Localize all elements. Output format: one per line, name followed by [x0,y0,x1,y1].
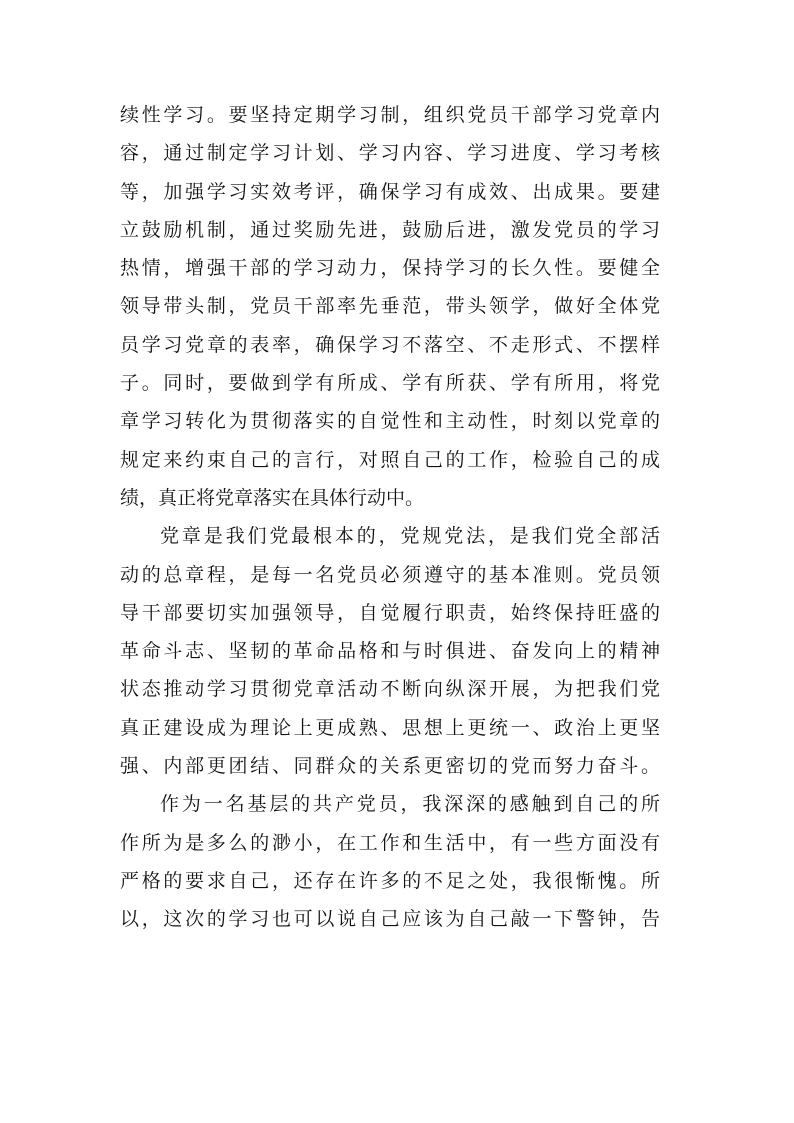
text-line: 领导带头制，党员干部率先垂范，带头领学，做好全体党 [120,295,660,318]
text-line: 热情，增强干部的学习动力，保持学习的长久性。要健全 [120,257,660,280]
text-line: 导干部要切实加强领导，自觉履行职责，始终保持旺盛的 [120,601,660,624]
text-line: 革命斗志、坚韧的革命品格和与时俱进、奋发向上的精神 [120,640,660,663]
text-line: 绩，真正将党章落实在具体行动中。 [120,486,425,509]
text-line: 员学习党章的表率，确保学习不落空、不走形式、不摆样 [120,333,660,356]
text-line: 作为一名基层的共产党员，我深深的感触到自己的所 [160,793,660,816]
text-line: 作所为是多么的渺小，在工作和生活中，有一些方面没有 [120,831,660,854]
text-line: 立鼓励机制，通过奖励先进，鼓励后进，激发党员的学习 [120,218,660,241]
body-text [120,96,660,939]
paragraph-1 [120,96,660,517]
text-line: 以，这次的学习也可以说自己应该为自己敲一下警钟，告 [120,908,660,931]
text-line: 容，通过制定学习计划、学习内容、学习进度、学习考核 [120,142,660,165]
text-line: 严格的要求自己，还存在许多的不足之处，我很惭愧。所 [120,869,660,892]
paragraph-3 [120,785,660,938]
text-line: 动的总章程，是每一名党员必须遵守的基本准则。党员领 [120,563,660,586]
text-line: 状态推动学习贯彻党章活动不断向纵深开展，为把我们党 [120,678,660,701]
text-line: 续性学习。要坚持定期学习制，组织党员干部学习党章内 [120,104,660,126]
paragraph-2 [120,517,660,785]
text-line: 等，加强学习实效考评，确保学习有成效、出成果。要建 [120,180,660,203]
text-line: 党章是我们党最根本的，党规党法，是我们党全部活 [160,525,660,548]
text-line: 章学习转化为贯彻落实的自觉性和主动性，时刻以党章的 [120,410,660,433]
text-line: 规定来约束自己的言行，对照自己的工作，检验自己的成 [120,448,660,471]
text-line: 子。同时，要做到学有所成、学有所获、学有所用，将党 [120,372,660,395]
text-line: 真正建设成为理论上更成熟、思想上更统一、政治上更坚 [120,716,660,739]
text-line: 强、内部更团结、同群众的关系更密切的党而努力奋斗。 [120,755,660,778]
